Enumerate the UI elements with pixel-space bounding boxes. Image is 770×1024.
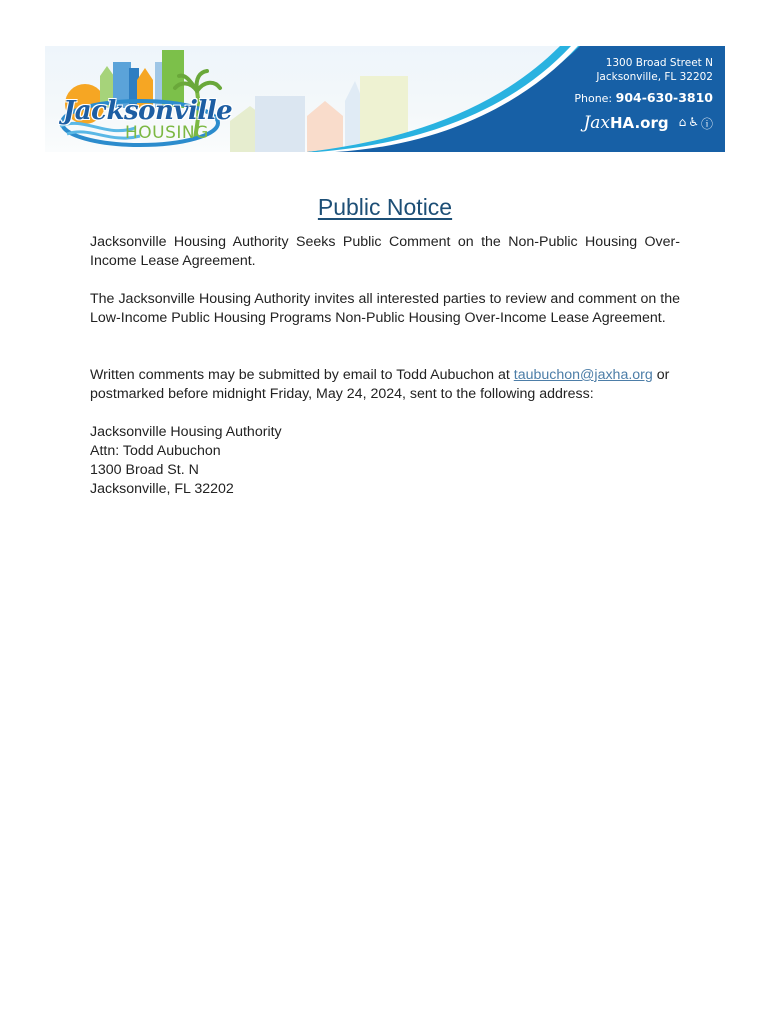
address-line-1: 1300 Broad Street N <box>605 57 713 69</box>
phone <box>574 90 713 105</box>
address-city: Jacksonville, FL 32202 <box>90 481 234 497</box>
mailing-address <box>90 423 680 499</box>
page-title-container <box>0 194 770 221</box>
website <box>574 113 713 133</box>
submission-text-after: or postmarked before midnight Friday, May 24, 2024, sent to the following address: <box>90 367 670 402</box>
submission-text-before: Written comments may be submitted by email to Todd Aubuchon at <box>90 367 514 383</box>
invitation-paragraph: The Jacksonville Housing Authority invites all interested parties to review and comment on the Low-Income Public Housing Programs Non-Public Housing Over-Income Lease Agreement. <box>90 291 680 326</box>
accessibility-icon: ♿ <box>688 114 699 129</box>
logo-wordmark: Jacksonville <box>63 96 233 126</box>
website-link[interactable]: JaxHA.org <box>583 113 669 133</box>
phone-label: Phone: <box>574 92 613 105</box>
submission-paragraph <box>90 366 680 404</box>
email-link[interactable]: taubuchon@jaxha.org <box>513 367 653 383</box>
logo-subtitle: HOUSING <box>125 123 209 143</box>
phone-number: 904-630-3810 <box>615 90 713 105</box>
intro-paragraph: Jacksonville Housing Authority Seeks Public Comment on the Non-Public Housing Over-Income Lease Agreement. <box>90 234 680 269</box>
address-org: Jacksonville Housing Authority <box>90 424 282 440</box>
contact-info <box>574 56 713 133</box>
address-street: 1300 Broad St. N <box>90 462 199 478</box>
letterhead-banner <box>45 46 725 152</box>
equal-housing-icon: ⌂ <box>678 114 687 129</box>
address-line-2: Jacksonville, FL 32202 <box>596 71 713 83</box>
info-icon: ⓘ <box>700 116 713 131</box>
address-attn: Attn: Todd Aubuchon <box>90 443 221 459</box>
page-title: Public Notice <box>317 194 453 220</box>
compliance-icons <box>679 115 713 132</box>
